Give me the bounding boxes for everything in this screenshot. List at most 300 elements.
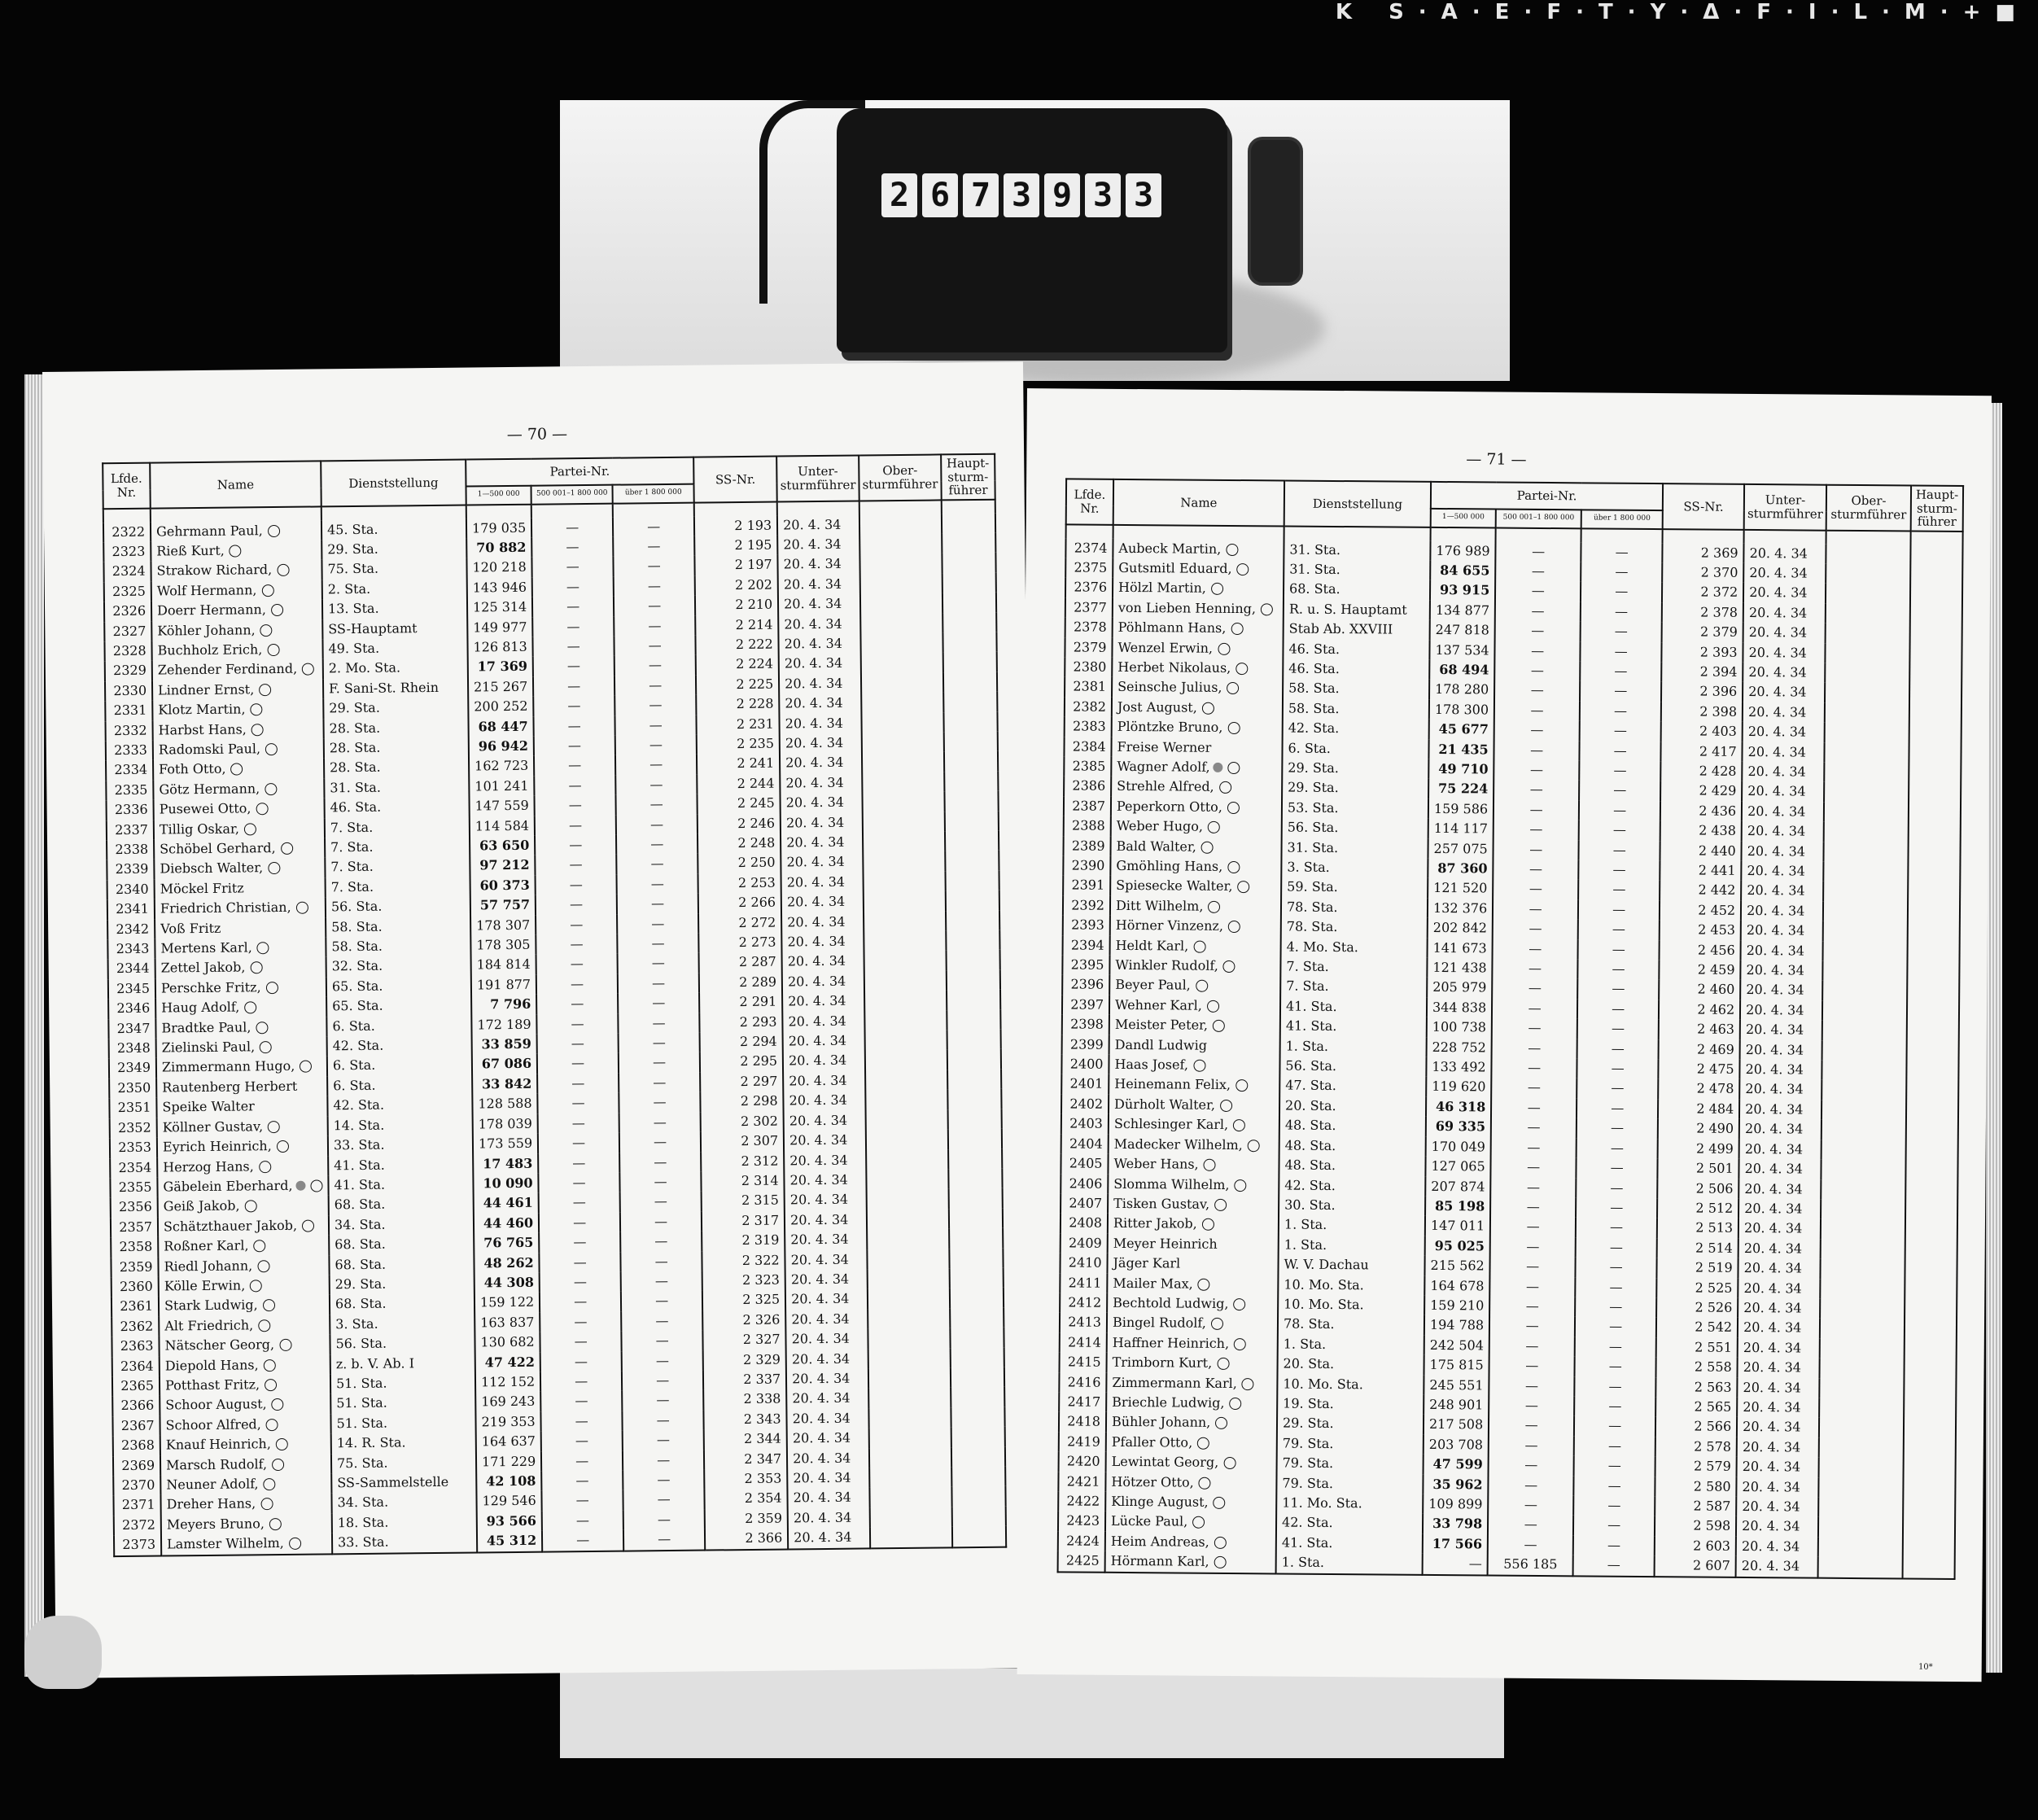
- row-dienststellung: 6. Sta.: [1282, 738, 1428, 759]
- row-name: [1106, 1393, 1277, 1414]
- counter-digit: 7: [963, 173, 999, 217]
- row-name: [156, 1076, 327, 1098]
- row-ss-nr: 2 337: [703, 1369, 786, 1389]
- row-partei-nr-1: 178 307: [470, 915, 536, 935]
- row-obersturmfuehrer: [1826, 564, 1910, 584]
- name-text: Hötzer Otto,: [1111, 1473, 1194, 1490]
- row-name: [1109, 1134, 1279, 1155]
- row-name: [1112, 698, 1283, 719]
- row-partei-nr-2: —: [536, 994, 618, 1014]
- row-number: 2410: [1060, 1253, 1107, 1273]
- row-ss-nr: 2 307: [701, 1131, 784, 1152]
- counter-digit: 3: [1126, 173, 1161, 217]
- row-partei-nr-1: 44 308: [475, 1273, 540, 1293]
- circle-mark-icon: [269, 1518, 282, 1530]
- name-text: Mailer Max,: [1113, 1275, 1193, 1292]
- row-ss-nr: 2 287: [699, 952, 782, 973]
- row-obersturmfuehrer: [867, 1189, 949, 1210]
- row-partei-nr-1: 228 752: [1427, 1038, 1492, 1058]
- row-ss-nr: 2 293: [699, 1012, 782, 1032]
- row-number: 2332: [105, 720, 152, 741]
- row-name: [156, 1036, 327, 1058]
- row-hauptsturmfuehrer: [942, 513, 995, 533]
- row-dienststellung: 42. Sta.: [327, 1095, 472, 1116]
- row-partei-nr-2: —: [1492, 1058, 1577, 1078]
- row-number: 2358: [111, 1237, 158, 1258]
- row-partei-nr-3: —: [616, 794, 698, 815]
- row-hauptsturmfuehrer: [1904, 1419, 1956, 1439]
- row-number: 2378: [1065, 618, 1113, 638]
- row-partei-nr-1: 128 588: [472, 1094, 537, 1114]
- row-name: [1105, 1551, 1276, 1573]
- row-name: [155, 877, 326, 899]
- row-hauptsturmfuehrer: [950, 1307, 1004, 1328]
- row-obersturmfuehrer: [1822, 1080, 1906, 1100]
- circle-mark-icon: [1237, 881, 1249, 893]
- row-obersturmfuehrer: [1820, 1279, 1905, 1299]
- row-number: 2350: [109, 1078, 156, 1098]
- row-ss-nr: 2 378: [1662, 602, 1743, 623]
- row-dienststellung: 51. Sta.: [330, 1393, 475, 1414]
- row-partei-nr-2: —: [1491, 1137, 1577, 1157]
- name-text: Bradtke Paul,: [161, 1019, 251, 1036]
- row-partei-nr-2: —: [536, 954, 618, 974]
- row-name: [152, 659, 323, 681]
- row-partei-nr-2: —: [1493, 938, 1578, 959]
- row-partei-nr-3: —: [615, 774, 697, 794]
- circle-mark-icon: [258, 1319, 270, 1332]
- row-obersturmfuehrer: [1826, 623, 1910, 644]
- row-name: [1108, 1234, 1279, 1255]
- row-untersturmfuehrer-date: 20. 4. 34: [1738, 1358, 1820, 1378]
- row-partei-nr-2: —: [540, 1252, 621, 1272]
- circle-mark-icon: [256, 1022, 268, 1034]
- row-untersturmfuehrer-date: 20. 4. 34: [781, 852, 863, 873]
- row-dienststellung: W. V. Dachau: [1278, 1255, 1424, 1276]
- row-untersturmfuehrer-date: 20. 4. 34: [1738, 1258, 1821, 1279]
- circle-mark-icon: [1208, 821, 1220, 833]
- row-ss-nr: 2 379: [1662, 622, 1743, 642]
- row-partei-nr-1: 178 280: [1429, 680, 1494, 700]
- row-ss-nr: 2 452: [1660, 900, 1741, 921]
- row-obersturmfuehrer: [1822, 1040, 1907, 1061]
- row-dienststellung: SS-Hauptamt: [322, 618, 467, 639]
- circle-mark-icon: [1192, 1516, 1205, 1529]
- row-hauptsturmfuehrer: [942, 632, 996, 653]
- row-partei-nr-3: —: [1578, 920, 1660, 940]
- row-dienststellung: 58. Sta.: [326, 936, 470, 957]
- circle-mark-icon: [1208, 901, 1220, 913]
- row-partei-nr-1: 7 796: [471, 995, 536, 1015]
- name-text: Schlesinger Karl,: [1113, 1116, 1229, 1133]
- row-hauptsturmfuehrer: [1903, 1558, 1955, 1579]
- row-name: [161, 1533, 332, 1556]
- row-name: [152, 719, 323, 741]
- name-text: Herbet Nikolaus,: [1117, 658, 1231, 676]
- row-ss-nr: 2 558: [1656, 1357, 1738, 1377]
- row-partei-nr-2: —: [533, 656, 614, 676]
- row-dienststellung: 58. Sta.: [326, 916, 470, 937]
- party-badge-icon: [295, 1181, 305, 1191]
- row-name: [151, 560, 321, 582]
- row-hauptsturmfuehrer: [1904, 1379, 1956, 1399]
- row-untersturmfuehrer-date: 20. 4. 34: [1742, 762, 1824, 782]
- row-partei-nr-1: 44 461: [474, 1193, 539, 1214]
- circle-mark-icon: [250, 962, 262, 974]
- name-text: Alt Friedrich,: [164, 1317, 254, 1334]
- row-obersturmfuehrer: [868, 1367, 951, 1388]
- row-obersturmfuehrer: [869, 1467, 951, 1487]
- row-name: [154, 838, 325, 860]
- row-dienststellung: 7. Sta.: [325, 856, 470, 877]
- name-text: Tisken Gustav,: [1113, 1195, 1210, 1212]
- circle-mark-icon: [1228, 921, 1240, 933]
- circle-mark-icon: [1211, 583, 1223, 595]
- row-untersturmfuehrer-date: 20. 4. 34: [780, 733, 862, 753]
- row-dienststellung: 68. Sta.: [1284, 580, 1430, 601]
- row-obersturmfuehrer: [868, 1268, 950, 1288]
- row-ss-nr: 2 369: [1663, 543, 1744, 563]
- counter-knob: [1248, 137, 1303, 286]
- row-untersturmfuehrer-date: 20. 4. 34: [781, 872, 864, 892]
- row-partei-nr-2: —: [1489, 1395, 1574, 1415]
- name-text: Winkler Rudolf,: [1115, 956, 1218, 973]
- name-text: Spiesecke Walter,: [1116, 877, 1233, 895]
- row-partei-nr-3: —: [1575, 1297, 1656, 1317]
- row-dienststellung: 56. Sta.: [1282, 818, 1428, 839]
- row-name: [160, 1434, 331, 1456]
- row-number: 2384: [1064, 737, 1111, 757]
- row-name: [159, 1275, 330, 1297]
- row-partei-nr-2: —: [539, 1212, 620, 1232]
- name-text: Jäger Karl: [1113, 1254, 1181, 1271]
- row-number: 2373: [114, 1535, 161, 1556]
- row-dienststellung: 29. Sta.: [321, 538, 466, 559]
- row-partei-nr-2: —: [540, 1311, 621, 1332]
- row-dienststellung: 42. Sta.: [1283, 719, 1429, 740]
- row-partei-nr-3: —: [620, 1211, 702, 1232]
- row-obersturmfuehrer: [868, 1388, 951, 1408]
- row-untersturmfuehrer-date: 20. 4. 34: [1738, 1218, 1821, 1239]
- row-partei-nr-2: —: [1489, 1376, 1574, 1396]
- row-partei-nr-1: 175 815: [1424, 1355, 1489, 1376]
- row-number: 2362: [112, 1316, 159, 1337]
- name-text: Bühler Johann,: [1111, 1414, 1211, 1431]
- row-name: [1109, 1055, 1279, 1076]
- circle-mark-icon: [244, 1002, 256, 1014]
- row-name: [153, 738, 324, 760]
- row-obersturmfuehrer: [1820, 1358, 1905, 1379]
- row-hauptsturmfuehrer: [943, 652, 997, 672]
- row-name: [1110, 856, 1281, 877]
- row-partei-nr-2: —: [539, 1192, 620, 1213]
- row-untersturmfuehrer-date: 20. 4. 34: [785, 1210, 867, 1230]
- circle-mark-icon: [1234, 1179, 1246, 1192]
- row-partei-nr-1: 147 011: [1425, 1216, 1490, 1236]
- row-obersturmfuehrer: [867, 1229, 949, 1249]
- circle-mark-icon: [268, 862, 280, 874]
- row-obersturmfuehrer: [1824, 842, 1909, 862]
- row-obersturmfuehrer: [1823, 921, 1908, 942]
- row-obersturmfuehrer: [869, 1447, 951, 1468]
- row-dienststellung: 20. Sta.: [1277, 1354, 1424, 1376]
- row-partei-nr-2: —: [535, 815, 616, 835]
- row-partei-nr-3: —: [1579, 840, 1660, 860]
- row-dienststellung: 48. Sta.: [1279, 1156, 1425, 1177]
- row-ss-nr: 2 578: [1655, 1437, 1737, 1457]
- row-hauptsturmfuehrer: [943, 711, 997, 732]
- name-text: Briechle Ludwig,: [1112, 1393, 1225, 1411]
- row-hauptsturmfuehrer: [947, 970, 1000, 991]
- row-hauptsturmfuehrer: [1905, 1220, 1957, 1240]
- row-ss-nr: 2 253: [698, 873, 781, 893]
- row-hauptsturmfuehrer: [1910, 545, 1962, 565]
- row-obersturmfuehrer: [862, 752, 944, 772]
- counter-digit: 3: [1004, 173, 1039, 217]
- row-partei-nr-2: —: [533, 637, 614, 657]
- row-ss-nr: 2 456: [1660, 940, 1741, 960]
- row-dienststellung: 51. Sta.: [330, 1372, 475, 1393]
- row-dienststellung: 29. Sta.: [330, 1273, 475, 1294]
- row-partei-nr-1: 125 314: [467, 597, 532, 618]
- row-partei-nr-3: —: [614, 596, 695, 616]
- row-partei-nr-1: 178 305: [470, 935, 536, 956]
- circle-mark-icon: [1229, 1398, 1241, 1410]
- row-untersturmfuehrer-date: 20. 4. 34: [788, 1507, 870, 1528]
- row-obersturmfuehrer: [1823, 902, 1908, 922]
- row-partei-nr-3: —: [614, 556, 695, 576]
- row-untersturmfuehrer-date: 20. 4. 34: [786, 1349, 868, 1369]
- circle-mark-icon: [264, 1478, 276, 1490]
- circle-mark-icon: [268, 1121, 280, 1133]
- row-untersturmfuehrer-date: 20. 4. 34: [786, 1368, 868, 1389]
- row-hauptsturmfuehrer: [950, 1328, 1004, 1348]
- row-ss-nr: 2 359: [705, 1508, 788, 1529]
- name-text: Diebsch Walter,: [160, 860, 264, 877]
- row-hauptsturmfuehrer: [946, 910, 999, 930]
- name-text: Zimmermann Hugo,: [161, 1058, 295, 1075]
- row-hauptsturmfuehrer: [1905, 1200, 1957, 1220]
- row-obersturmfuehrer: [1818, 1477, 1903, 1498]
- row-ss-nr: 2 248: [698, 833, 781, 854]
- row-hauptsturmfuehrer: [1905, 1280, 1957, 1300]
- name-text: Neuner Adolf,: [166, 1476, 259, 1493]
- row-number: 2366: [112, 1396, 160, 1416]
- row-untersturmfuehrer-date: 20. 4. 34: [784, 1150, 866, 1170]
- circle-mark-icon: [261, 584, 273, 597]
- row-untersturmfuehrer-date: 20. 4. 34: [781, 832, 863, 852]
- row-untersturmfuehrer-date: 20. 4. 34: [1737, 1457, 1819, 1477]
- row-name: [151, 540, 321, 562]
- row-number: 2377: [1065, 597, 1113, 618]
- row-partei-nr-1: 149 977: [467, 617, 532, 637]
- row-hauptsturmfuehrer: [946, 930, 999, 951]
- row-hauptsturmfuehrer: [1903, 1478, 1955, 1498]
- name-text: Wagner Adolf,: [1117, 758, 1210, 775]
- row-dienststellung: 79. Sta.: [1277, 1454, 1424, 1475]
- row-ss-nr: 2 587: [1655, 1496, 1736, 1516]
- row-ss-nr: 2 525: [1656, 1278, 1738, 1298]
- circle-mark-icon: [1198, 1278, 1210, 1290]
- row-partei-nr-3: —: [1577, 1078, 1658, 1099]
- row-ss-nr: 2 366: [705, 1529, 788, 1550]
- row-hauptsturmfuehrer: [947, 990, 1000, 1010]
- name-text: Ritter Jakob,: [1113, 1215, 1197, 1232]
- col-partei-range-1: 1—500 000: [466, 485, 531, 505]
- row-partei-nr-3: —: [616, 854, 698, 874]
- row-hauptsturmfuehrer: [1909, 823, 1961, 843]
- row-partei-nr-2: —: [540, 1272, 621, 1293]
- row-dienststellung: 20. Sta.: [1279, 1096, 1426, 1117]
- row-hauptsturmfuehrer: [948, 1129, 1002, 1149]
- circle-mark-icon: [1227, 802, 1240, 814]
- row-partei-nr-1: 120 218: [466, 558, 531, 578]
- row-name: [1107, 1333, 1278, 1354]
- row-name: [159, 1295, 330, 1317]
- row-hauptsturmfuehrer: [942, 572, 996, 593]
- row-partei-nr-3: —: [1574, 1376, 1655, 1397]
- row-partei-nr-2: —: [538, 1173, 619, 1193]
- row-ss-nr: 2 396: [1661, 681, 1743, 702]
- row-name: [155, 1017, 326, 1039]
- row-hauptsturmfuehrer: [947, 1089, 1001, 1109]
- row-untersturmfuehrer-date: 20. 4. 34: [1738, 1199, 1821, 1219]
- row-partei-nr-2: —: [1489, 1415, 1574, 1436]
- row-name: [160, 1494, 331, 1516]
- name-text: Gäbelein Eberhard,: [163, 1177, 293, 1195]
- row-partei-nr-3: —: [1579, 781, 1660, 801]
- row-partei-nr-3: —: [1581, 542, 1663, 562]
- name-text: Freise Werner: [1117, 738, 1212, 755]
- row-untersturmfuehrer-date: 20. 4. 34: [779, 654, 861, 674]
- row-partei-nr-2: —: [540, 1332, 622, 1352]
- name-text: Heldt Karl,: [1115, 937, 1189, 954]
- row-partei-nr-3: —: [1573, 1495, 1655, 1516]
- row-obersturmfuehrer: [1822, 1120, 1906, 1140]
- row-obersturmfuehrer: [1823, 862, 1908, 882]
- row-untersturmfuehrer-date: 20. 4. 34: [1739, 1159, 1822, 1179]
- row-ss-nr: 2 490: [1658, 1118, 1739, 1139]
- row-obersturmfuehrer: [1822, 1100, 1906, 1121]
- row-partei-nr-1: 215 267: [468, 676, 533, 697]
- row-ss-nr: 2 460: [1659, 980, 1740, 1000]
- row-partei-nr-1: 257 075: [1428, 838, 1493, 859]
- row-hauptsturmfuehrer: [1903, 1498, 1955, 1518]
- row-number: 2394: [1063, 935, 1110, 956]
- row-name: [1111, 737, 1282, 758]
- row-partei-nr-1: 87 360: [1428, 859, 1493, 879]
- row-obersturmfuehrer: [863, 831, 945, 851]
- row-partei-nr-2: —: [535, 795, 616, 816]
- row-obersturmfuehrer: [1826, 603, 1910, 623]
- name-text: Ditt Wilhelm,: [1115, 897, 1204, 914]
- row-untersturmfuehrer-date: 20. 4. 34: [1736, 1556, 1818, 1577]
- name-text: Zielinski Paul,: [161, 1039, 256, 1056]
- row-dienststellung: 2. Mo. Sta.: [323, 658, 468, 679]
- row-dienststellung: 79. Sta.: [1276, 1473, 1423, 1494]
- row-untersturmfuehrer-date: 20. 4. 34: [1739, 1079, 1822, 1100]
- row-number: 2329: [105, 661, 152, 681]
- row-ss-nr: 2 231: [697, 714, 780, 734]
- row-partei-nr-3: —: [617, 894, 698, 914]
- row-number: 2392: [1063, 895, 1110, 916]
- row-dienststellung: 68. Sta.: [329, 1194, 474, 1215]
- row-name: [157, 1116, 328, 1138]
- row-number: 2403: [1061, 1114, 1109, 1135]
- name-text: Möckel Fritz: [160, 880, 244, 897]
- circle-mark-icon: [1233, 1119, 1245, 1131]
- row-name: [158, 1255, 329, 1277]
- row-obersturmfuehrer: [859, 533, 942, 553]
- name-text: Hölzl Martin,: [1118, 580, 1206, 597]
- row-partei-nr-2: 556 185: [1488, 1555, 1573, 1576]
- row-name: [1111, 816, 1282, 838]
- row-partei-nr-3: —: [1577, 979, 1659, 1000]
- row-ss-nr: 2 250: [698, 853, 781, 873]
- row-partei-nr-1: 45 677: [1429, 720, 1494, 740]
- col-partei-range-3: über 1 800 000: [1581, 510, 1663, 529]
- row-untersturmfuehrer-date: 20. 4. 34: [778, 554, 860, 575]
- row-untersturmfuehrer-date: 20. 4. 34: [784, 1110, 866, 1131]
- row-obersturmfuehrer: [859, 553, 942, 574]
- row-partei-nr-3: —: [617, 873, 698, 894]
- row-partei-nr-2: —: [538, 1153, 619, 1173]
- row-hauptsturmfuehrer: [945, 871, 999, 891]
- row-hauptsturmfuehrer: [951, 1407, 1004, 1427]
- row-dienststellung: 59. Sta.: [1281, 877, 1428, 899]
- name-text: Roßner Karl,: [164, 1237, 249, 1254]
- name-text: Strehle Alfred,: [1117, 778, 1214, 795]
- row-name: [153, 759, 324, 781]
- row-hauptsturmfuehrer: [1909, 803, 1961, 823]
- row-partei-nr-3: —: [1580, 661, 1661, 681]
- row-untersturmfuehrer-date: 20. 4. 34: [1741, 921, 1823, 941]
- circle-mark-icon: [296, 902, 308, 914]
- row-name: [1110, 916, 1281, 937]
- row-partei-nr-3: —: [619, 1052, 700, 1073]
- row-hauptsturmfuehrer: [1908, 922, 1960, 943]
- name-text: Radomski Paul,: [158, 741, 261, 758]
- row-hauptsturmfuehrer: [947, 1109, 1001, 1129]
- row-obersturmfuehrer: [1824, 742, 1909, 763]
- row-partei-nr-2: —: [1494, 720, 1580, 741]
- row-dienststellung: SS-Sammelstelle: [331, 1472, 476, 1493]
- row-name: [160, 1414, 330, 1436]
- row-untersturmfuehrer-date: 20. 4. 34: [784, 1170, 866, 1190]
- row-number: 2409: [1061, 1233, 1108, 1253]
- row-partei-nr-2: —: [1494, 839, 1579, 860]
- row-number: 2380: [1065, 657, 1112, 677]
- row-partei-nr-3: —: [1576, 1197, 1657, 1218]
- row-partei-nr-3: —: [1574, 1416, 1655, 1437]
- name-text: Buchholz Erich,: [157, 641, 263, 658]
- row-number: 2352: [110, 1118, 157, 1138]
- row-untersturmfuehrer-date: 20. 4. 34: [784, 1131, 866, 1151]
- row-untersturmfuehrer-date: 20. 4. 34: [1739, 1140, 1822, 1160]
- row-obersturmfuehrer: [864, 991, 947, 1011]
- row-obersturmfuehrer: [866, 1169, 948, 1189]
- row-dienststellung: 7. Sta.: [325, 816, 470, 838]
- row-partei-nr-1: 67 086: [472, 1054, 537, 1074]
- row-partei-nr-2: —: [541, 1411, 623, 1431]
- row-number: 2399: [1062, 1035, 1109, 1055]
- row-name: [161, 1513, 332, 1535]
- row-dienststellung: 31. Sta.: [324, 777, 469, 798]
- row-partei-nr-3: —: [1576, 1218, 1657, 1238]
- row-dienststellung: 34. Sta.: [331, 1492, 476, 1513]
- row-untersturmfuehrer-date: 20. 4. 34: [1738, 1179, 1821, 1199]
- circle-mark-icon: [230, 545, 242, 557]
